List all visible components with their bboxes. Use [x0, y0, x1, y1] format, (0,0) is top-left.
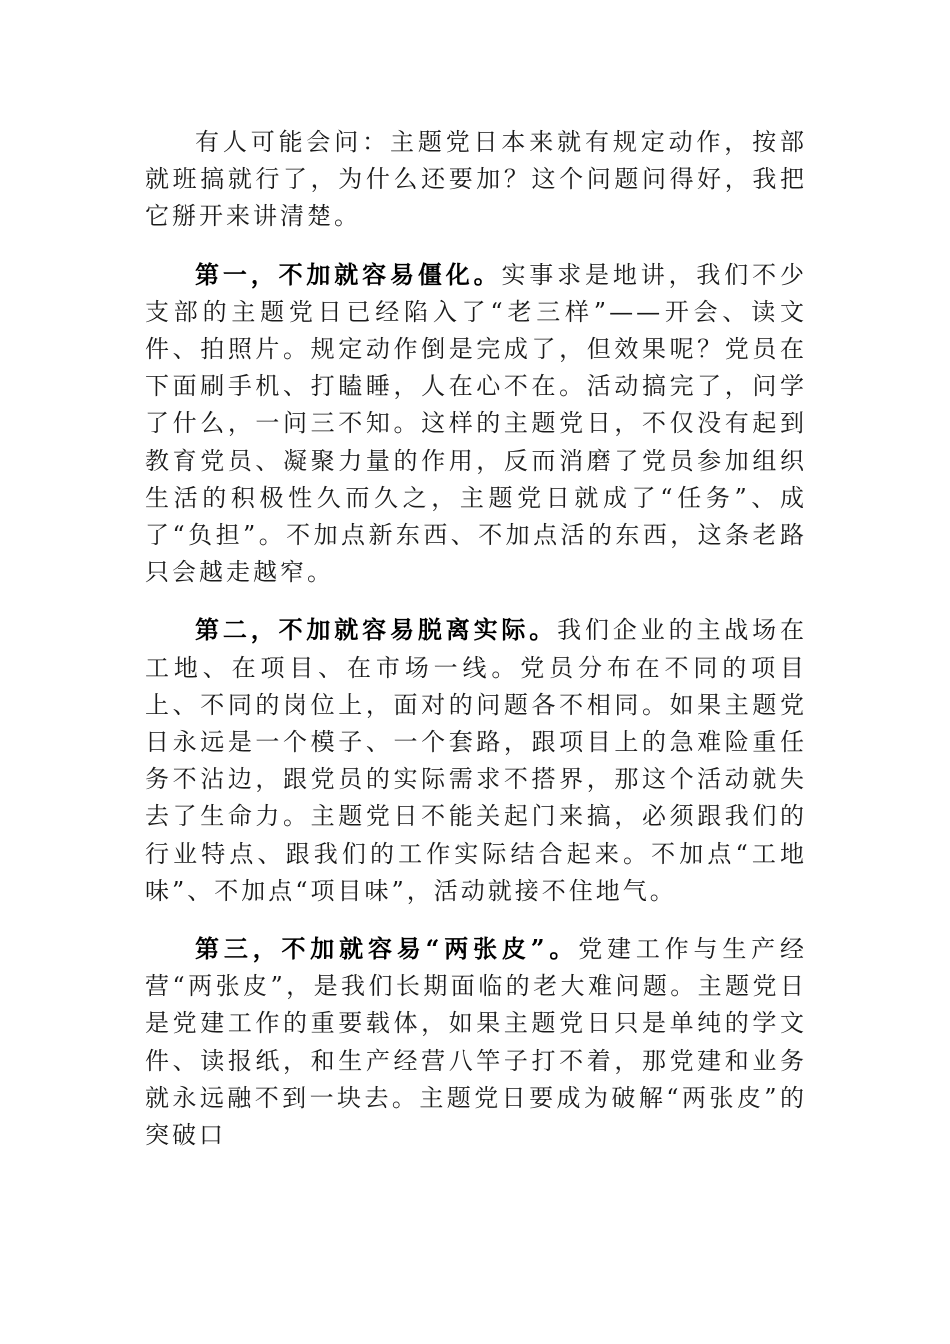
paragraph-lead: 第一，不加就容易僵化。 — [195, 259, 502, 289]
document-body — [145, 123, 807, 1154]
paragraph-text: 实事求是地讲，我们不少支部的主题党日已经陷入了“老三样”——开会、读文件、拍照片。规定动作倒是完成了，但效果呢？党员在下面刷手机、打瞌睡，人在心不在。活动搞完了，问学了什么，一问三不知。这样的主题党日，不仅没有起到教育党员、凝聚力量的作用，反而消磨了党员参加组织生活的积极性久而久之，主题党日就成了“任务”、成了“负担”。不加点新东西、不加点活的东西，这条老路只会越走越窄。 — [145, 260, 808, 587]
paragraph-text: 党建工作与生产经营“两张皮”，是我们长期面临的老大难问题。主题党日是党建工作的重要载体，如果主题党日只是单纯的学文件、读报纸，和生产经营八竿子打不着，那党建和业务就永远融不到一块去。主题党日要成为破解“两张皮”的突破口 — [145, 935, 807, 1150]
paragraph-point-3 — [145, 930, 807, 1154]
paragraph-text: 有人可能会问：主题党日本来就有规定动作，按部就班搞就行了，为什么还要加？这个问题问得好，我把它掰开来讲清楚。 — [145, 128, 807, 231]
paragraph-text: 我们企业的主战场在工地、在项目、在市场一线。党员分布在不同的项目上、不同的岗位上，面对的问题各不相同。如果主题党日永远是一个模子、一个套路，跟项目上的急难险重任务不沾边，跟党员的实际需求不搭界，那这个活动就失去了生命力。主题党日不能关起门来搞，必须跟我们的行业特点、跟我们的工作实际结合起来。不加点“工地味”、不加点“项目味”，活动就接不住地气。 — [145, 616, 808, 905]
paragraph-lead: 第二，不加就容易脱离实际。 — [195, 615, 558, 645]
paragraph-point-2 — [145, 611, 807, 910]
paragraph-lead: 第三，不加就容易“两张皮”。 — [195, 934, 579, 964]
paragraph-point-1 — [145, 256, 807, 592]
paragraph-intro — [145, 123, 807, 236]
